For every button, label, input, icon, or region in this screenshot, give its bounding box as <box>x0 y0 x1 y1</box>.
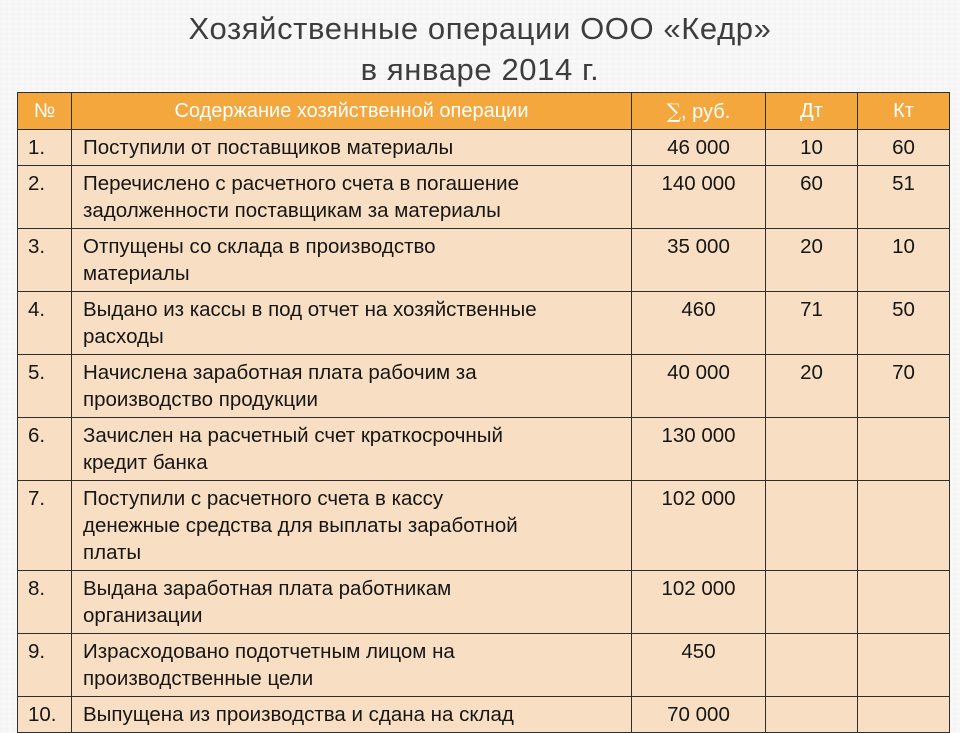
header-sum-unit: , руб. <box>681 100 731 123</box>
debit-cell <box>766 697 858 733</box>
operation-description <box>72 166 632 229</box>
row-number: 3. <box>18 229 72 292</box>
description-line: организации <box>83 604 203 627</box>
description-line: Израсходовано подотчетным лицом на <box>83 640 455 663</box>
description-line: Выпущена из производства и сдана на склад <box>83 703 514 726</box>
credit-cell: 10 <box>858 229 950 292</box>
row-number: 9. <box>18 634 72 697</box>
amount-cell: 40 000 <box>632 355 766 418</box>
credit-cell: 51 <box>858 166 950 229</box>
row-number: 10. <box>18 697 72 733</box>
slide-title <box>0 8 960 90</box>
debit-cell: 10 <box>766 130 858 166</box>
amount-cell: 460 <box>632 292 766 355</box>
header-sum <box>632 93 766 130</box>
credit-cell: 60 <box>858 130 950 166</box>
debit-cell: 20 <box>766 229 858 292</box>
table-row <box>18 229 950 292</box>
debit-cell: 71 <box>766 292 858 355</box>
operation-description <box>72 634 632 697</box>
debit-cell <box>766 634 858 697</box>
amount-cell: 140 000 <box>632 166 766 229</box>
table-row <box>18 697 950 733</box>
description-line: производственные цели <box>83 667 314 690</box>
operation-description <box>72 355 632 418</box>
description-line: Отпущены со склада в производство <box>83 235 436 258</box>
credit-cell: 70 <box>858 355 950 418</box>
amount-cell: 102 000 <box>632 481 766 571</box>
amount-cell: 130 000 <box>632 418 766 481</box>
debit-cell <box>766 571 858 634</box>
row-number: 2. <box>18 166 72 229</box>
row-number: 4. <box>18 292 72 355</box>
table-row <box>18 166 950 229</box>
description-line: расходы <box>83 325 164 348</box>
row-number: 6. <box>18 418 72 481</box>
sigma-symbol: ∑ <box>666 98 682 123</box>
operations-table <box>17 92 950 733</box>
debit-cell: 20 <box>766 355 858 418</box>
description-line: Начислена заработная плата рабочим за <box>83 361 477 384</box>
amount-cell: 35 000 <box>632 229 766 292</box>
debit-cell <box>766 481 858 571</box>
amount-cell: 102 000 <box>632 571 766 634</box>
row-number: 7. <box>18 481 72 571</box>
table-row <box>18 292 950 355</box>
credit-cell <box>858 418 950 481</box>
header-num: № <box>18 93 72 130</box>
table-row <box>18 571 950 634</box>
operation-description <box>72 229 632 292</box>
table-row <box>18 418 950 481</box>
credit-cell: 50 <box>858 292 950 355</box>
credit-cell <box>858 634 950 697</box>
table-body <box>18 130 950 733</box>
row-number: 8. <box>18 571 72 634</box>
table-row <box>18 481 950 571</box>
amount-cell: 450 <box>632 634 766 697</box>
operation-description <box>72 571 632 634</box>
credit-cell <box>858 697 950 733</box>
operation-description <box>72 697 632 733</box>
description-line: задолженности поставщикам за материалы <box>83 199 501 222</box>
description-line: Поступили с расчетного счета в кассу <box>83 487 444 510</box>
header-content: Содержание хозяйственной операции <box>72 93 632 130</box>
amount-cell: 46 000 <box>632 130 766 166</box>
operation-description <box>72 292 632 355</box>
description-line: производство продукции <box>83 388 318 411</box>
description-line: Выдано из кассы в под отчет на хозяйственные <box>83 298 537 321</box>
table-row <box>18 355 950 418</box>
credit-cell <box>858 481 950 571</box>
table-header-row <box>18 93 950 130</box>
description-line: кредит банка <box>83 451 208 474</box>
description-line: Зачислен на расчетный счет краткосрочный <box>83 424 503 447</box>
title-line-2: в январе 2014 г. <box>360 52 600 87</box>
description-line: Перечислено с расчетного счета в погашение <box>83 172 520 195</box>
title-line-1: Хозяйственные операции ООО «Кедр» <box>188 11 772 46</box>
credit-cell <box>858 571 950 634</box>
operation-description <box>72 130 632 166</box>
description-line: платы <box>83 541 142 564</box>
row-number: 5. <box>18 355 72 418</box>
header-debit: Дт <box>766 93 858 130</box>
operation-description <box>72 481 632 571</box>
description-line: материалы <box>83 262 190 285</box>
description-line: Выдана заработная плата работникам <box>83 577 452 600</box>
header-credit: Кт <box>858 93 950 130</box>
row-number: 1. <box>18 130 72 166</box>
description-line: денежные средства для выплаты заработной <box>83 514 518 537</box>
debit-cell <box>766 418 858 481</box>
amount-cell: 70 000 <box>632 697 766 733</box>
description-line: Поступили от поставщиков материалы <box>83 136 454 159</box>
debit-cell: 60 <box>766 166 858 229</box>
table-row <box>18 634 950 697</box>
table-row <box>18 130 950 166</box>
operation-description <box>72 418 632 481</box>
